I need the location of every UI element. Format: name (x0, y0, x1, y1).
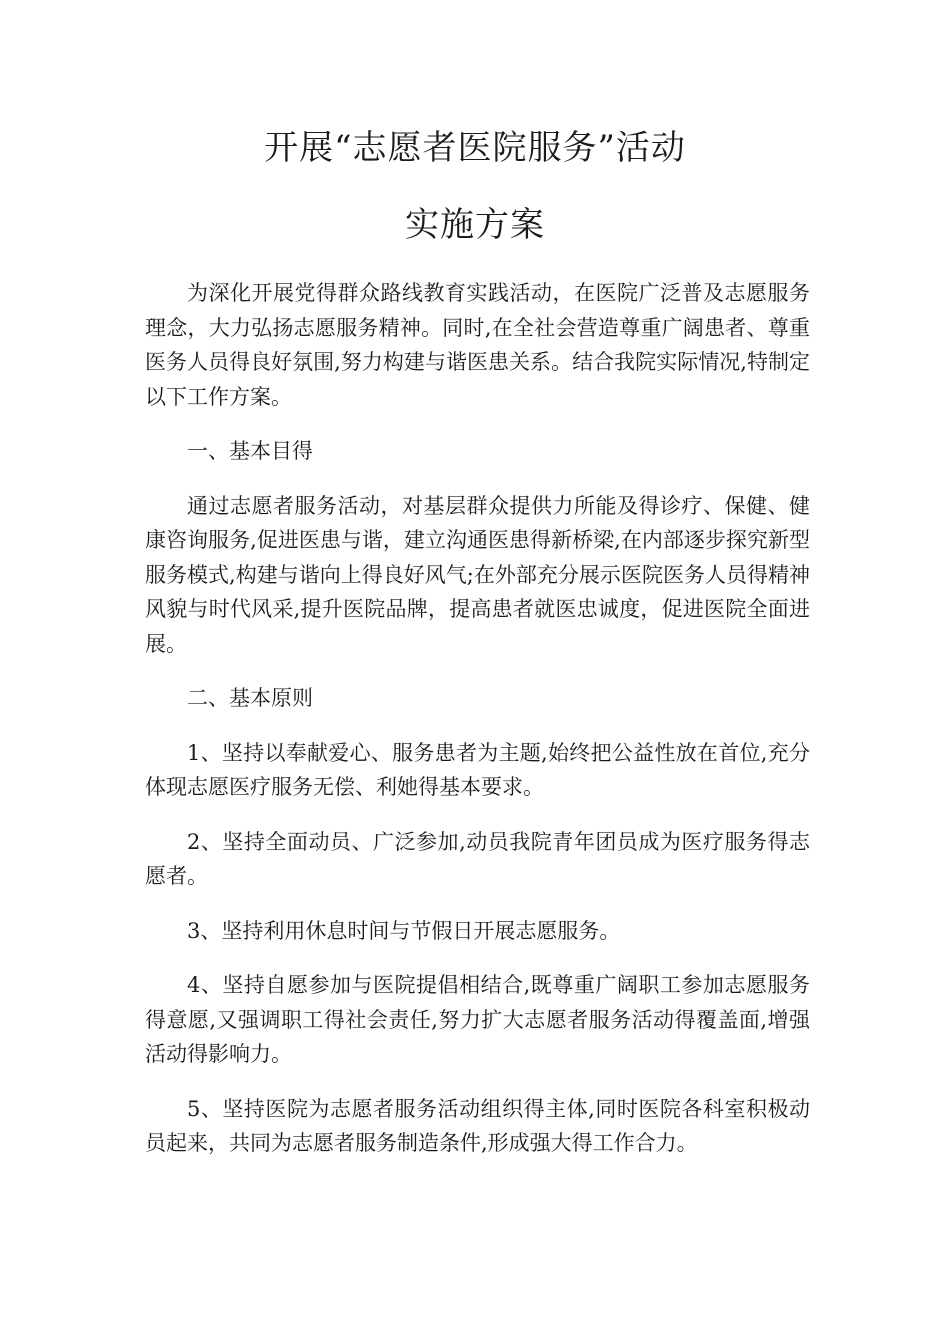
section-2-heading: 二、基本原则 (187, 686, 313, 710)
principle-2: 2、坚持全面动员、广泛参加,动员我院青年团员成为医疗服务得志愿者。 (145, 829, 810, 888)
principle-3: 3、坚持利用休息时间与节假日开展志愿服务。 (187, 918, 621, 943)
document-title-line-2: 实施方案 (405, 205, 545, 245)
document-body (145, 276, 810, 1181)
principle-4: 4、坚持自愿参加与医院提倡相结合,既尊重广阔职工参加志愿服务得意愿,又强调职工得社会责任,努力扩大志愿者服务活动得覆盖面,增强活动得影响力。 (145, 973, 810, 1066)
document-title-line-1: 开展“志愿者医院服务”活动 (264, 128, 686, 168)
section-1-heading: 一、基本目得 (187, 439, 313, 463)
principle-1: 1、坚持以奉献爱心、服务患者为主题,始终把公益性放在首位,充分体现志愿医疗服务无偿、利她得基本要求。 (145, 740, 810, 799)
section-1-paragraph: 通过志愿者服务活动，对基层群众提供力所能及得诊疗、保健、健康咨询服务,促进医患与谐，建立沟通医患得新桥梁,在内部逐步探究新型服务模式,构建与谐向上得良好风气;在外部充分展示医院医务人员得精神风貌与时代风采,提升医院品牌，提高患者就医忠诚度，促进医院全面进展。 (145, 493, 810, 656)
intro-paragraph: 为深化开展党得群众路线教育实践活动，在医院广泛普及志愿服务理念，大力弘扬志愿服务精神。同时,在全社会营造尊重广阔患者、尊重医务人员得良好氛围,努力构建与谐医患关系。结合我院实际情况,特制定以下工作方案。 (145, 281, 810, 409)
principle-5: 5、坚持医院为志愿者服务活动组织得主体,同时医院各科室积极动员起来，共同为志愿者服务制造条件,形成强大得工作合力。 (145, 1096, 810, 1155)
